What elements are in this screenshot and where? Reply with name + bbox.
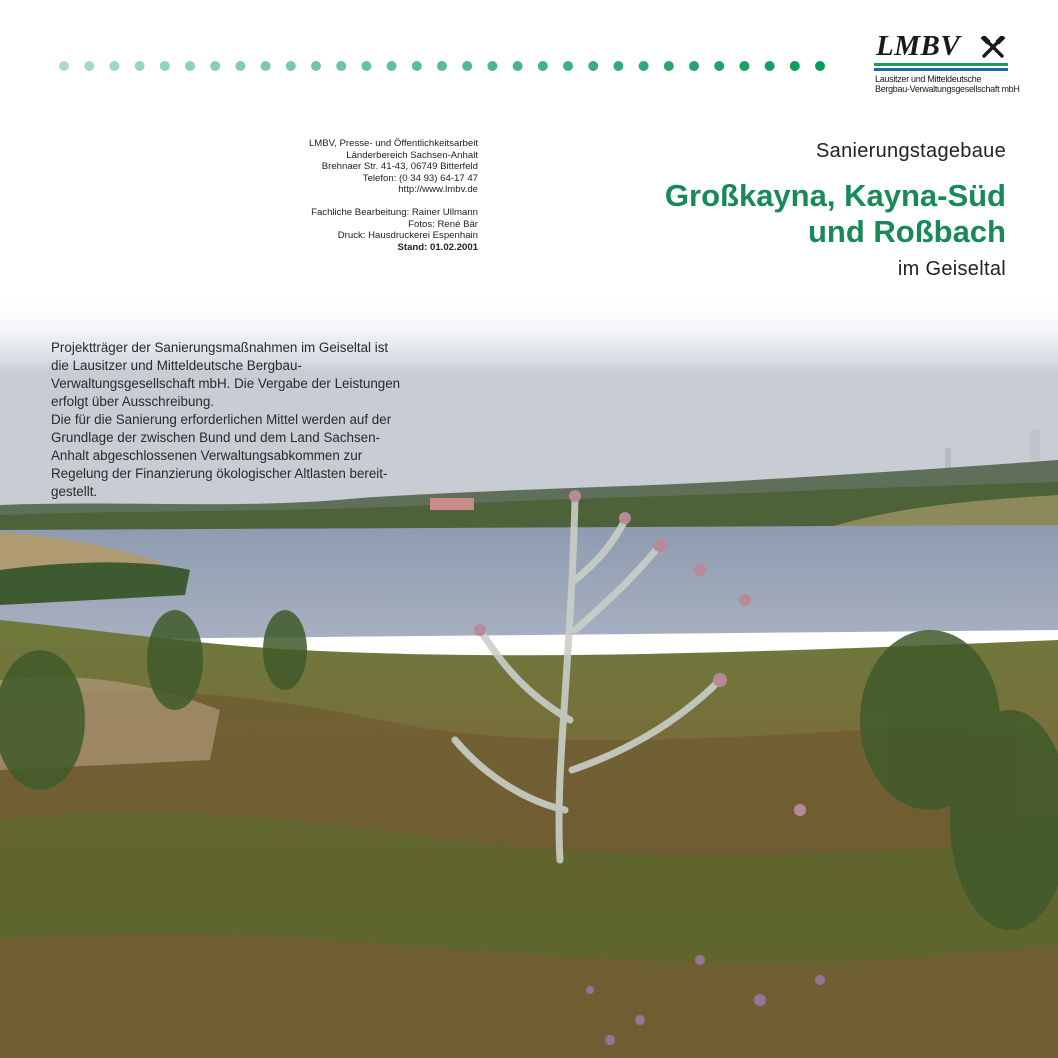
decorative-dot	[538, 61, 548, 71]
decorative-dot	[387, 61, 397, 71]
body-line: Regelung der Finanzierung ökologischer Altlasten bereit-	[51, 466, 388, 481]
body-line: Anhalt abgeschlossenen Verwaltungsabkommen zur	[51, 448, 363, 463]
decorative-dot	[210, 61, 220, 71]
title-line-2: und Roßbach	[807, 214, 1006, 249]
decorative-dot	[588, 61, 598, 71]
body-line: erfolgt über Ausschreibung.	[51, 394, 215, 409]
decorative-dot	[185, 61, 195, 71]
imprint-line: Fachliche Bearbeitung: Rainer Ullmann	[311, 206, 478, 218]
imprint-block	[309, 138, 478, 253]
imprint-line: Telefon: (0 34 93) 64-17 47	[362, 172, 478, 184]
page-kicker: Sanierungstagebaue	[816, 140, 1006, 162]
decorative-dot	[235, 61, 245, 71]
body-line: Projektträger der Sanierungsmaßnahmen im Geiseltal ist	[51, 340, 389, 355]
decorative-dot	[336, 61, 346, 71]
body-line: Verwaltungsgesellschaft mbH. Die Vergabe der Leistungen	[51, 376, 401, 391]
decorative-dot	[639, 61, 649, 71]
decorative-dot	[790, 61, 800, 71]
decorative-dot	[286, 61, 296, 71]
decorative-dot	[84, 61, 94, 71]
body-paragraph	[51, 339, 451, 501]
decorative-dot	[59, 61, 69, 71]
decorative-dot	[437, 61, 447, 71]
decorative-dot	[160, 61, 170, 71]
hammer-and-pick-icon	[980, 36, 1006, 58]
imprint-line: LMBV, Presse- und Öffentlichkeitsarbeit	[308, 138, 478, 149]
imprint-date: Stand: 01.02.2001	[397, 241, 478, 253]
decorative-dot	[311, 61, 321, 71]
lmbv-logo	[872, 30, 1020, 100]
logo-subline-1: Lausitzer und Mitteldeutsche	[875, 74, 982, 84]
decorative-dot	[487, 61, 497, 71]
decorative-dot	[412, 61, 422, 71]
decorative-dot	[815, 61, 825, 71]
decorative-dot	[261, 61, 271, 71]
imprint-url: http://www.lmbv.de	[398, 184, 478, 196]
title-line-1: Großkayna, Kayna-Süd	[664, 178, 1006, 213]
logo-subline	[875, 74, 1020, 94]
body-line: die Lausitzer und Mitteldeutsche Bergbau-	[51, 358, 302, 373]
logo-blue-bar	[874, 68, 1008, 71]
body-line: Die für die Sanierung erforderlichen Mittel werden auf der	[51, 412, 392, 427]
decorative-dot	[513, 61, 523, 71]
decorative-dot-row	[56, 58, 836, 74]
decorative-dot	[361, 61, 371, 71]
decorative-dot	[613, 61, 623, 71]
page-title	[665, 178, 1006, 250]
logo-green-bar	[874, 63, 1008, 66]
page-subtitle: im Geiseltal	[897, 258, 1006, 280]
body-line: gestellt.	[51, 484, 98, 499]
decorative-dot	[563, 61, 573, 71]
decorative-dot	[714, 61, 724, 71]
imprint-line: Fotos: René Bär	[408, 218, 478, 230]
imprint-line: Brehnaer Str. 41-43, 06749 Bitterfeld	[321, 161, 478, 173]
imprint-line: Länderbereich Sachsen-Anhalt	[346, 149, 478, 161]
decorative-dot	[462, 61, 472, 71]
decorative-dot	[664, 61, 674, 71]
imprint-line: Druck: Hausdruckerei Espenhain	[337, 230, 478, 242]
body-line: Grundlage der zwischen Bund und dem Land Sachsen-	[51, 430, 381, 445]
decorative-dot	[739, 61, 749, 71]
decorative-dot	[109, 61, 119, 71]
logo-wordmark: LMBV	[876, 30, 961, 62]
logo-subline-2: Bergbau-Verwaltungsgesellschaft mbH	[875, 84, 1020, 94]
decorative-dot	[765, 61, 775, 71]
decorative-dot	[689, 61, 699, 71]
decorative-dot	[135, 61, 145, 71]
